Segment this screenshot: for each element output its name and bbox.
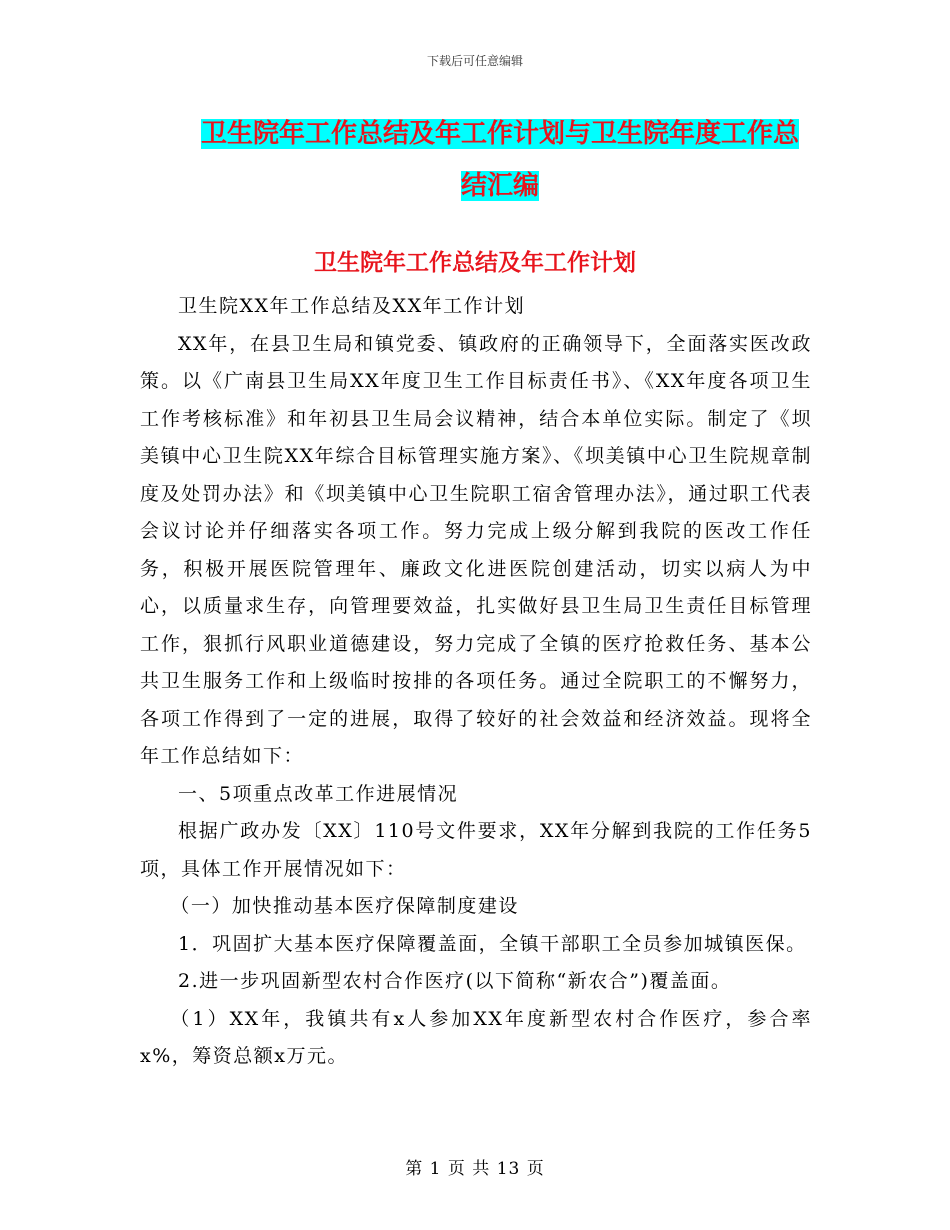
paragraph: 一、5项重点改革工作进展情况: [178, 782, 459, 805]
paragraph: 2.进一步巩固新型农村合作医疗(以下简称“新农合”)覆盖面。: [178, 970, 732, 992]
body-text: [140, 288, 812, 1076]
paragraph: 卫生院XX年工作总结及XX年工作计划: [178, 295, 526, 317]
paragraph: XX年，在县卫生局和镇党委、镇政府的正确领导下，全面落实医改政策。以《广南县卫生局XX年度卫生工作目标责任书》、《XX年度各项卫生工作考核标准》和年初县卫生局会议精神，结合本单位实际。制定了《坝美镇中心卫生院XX年综合目标管理实施方案》、《坝美镇中心卫生院规章制度及处罚办法》和《坝美镇中心卫生院职工宿舍管理办法》，通过职工代表会议讨论并仔细落实各项工作。努力完成上级分解到我院的医改工作任务，积极开展医院管理年、廉政文化进医院创建活动，切实以病人为中心，以质量求生存，向管理要效益，扎实做好县卫生局卫生责任目标管理工作，狠抓行风职业道德建设，努力完成了全镇的医疗抢救任务、基本公共卫生服务工作和上级临时按排的各项任务。通过全院职工的不懈努力，各项工作得到了一定的进展，取得了较好的社会效益和经济效益。现将全年工作总结如下：: [140, 332, 812, 767]
section-title: 卫生院年工作总结及年工作计划: [314, 249, 636, 276]
paragraph: 根据广政办发〔XX〕110号文件要求，XX年分解到我院的工作任务5项，具体工作开展情况如下：: [140, 820, 812, 880]
document-title-line-1: 卫生院年工作总结及年工作计划与卫生院年度工作总: [200, 119, 799, 149]
header-note: 下载后可任意编辑: [426, 54, 523, 68]
paragraph: 1．巩固扩大基本医疗保障覆盖面，全镇干部职工全员参加城镇医保。: [178, 932, 807, 955]
page-number: 第 1 页 共 13 页: [405, 1159, 545, 1179]
paragraph: （一）加快推动基本医疗保障制度建设: [170, 895, 519, 917]
paragraph: （1）XX年，我镇共有x人参加XX年度新型农村合作医疗，参合率x%，筹资总额x万元。: [140, 1007, 812, 1067]
document-title: [140, 108, 860, 212]
document-title-line-2: 结汇编: [460, 171, 539, 201]
